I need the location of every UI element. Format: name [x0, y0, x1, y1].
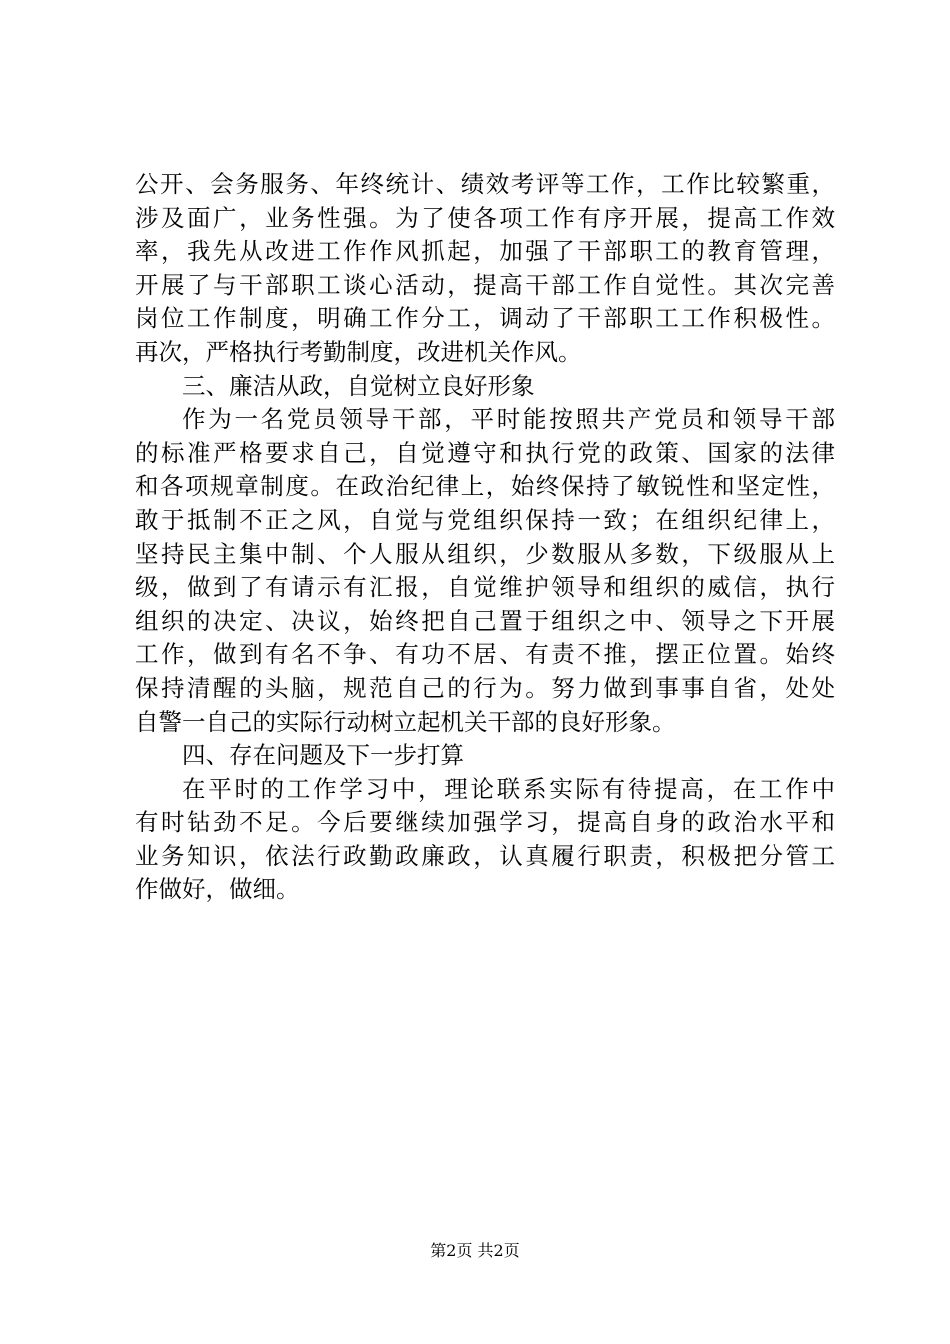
- page-number: 第2页 共2页: [430, 1241, 520, 1260]
- text-line: 作做好，做细。: [135, 875, 300, 904]
- text-line: 涉及面广，业务性强。为了使各项工作有序开展，提高工作效: [135, 203, 835, 232]
- text-line: 再次，严格执行考勤制度，改进机关作风。: [135, 337, 582, 366]
- section-heading: 三、廉洁从政，自觉树立良好形象: [182, 371, 535, 400]
- text-line: 敢于抵制不正之风，自觉与党组织保持一致；在组织纪律上，: [135, 505, 835, 534]
- text-line: 开展了与干部职工谈心活动，提高干部工作自觉性。其次完善: [135, 270, 835, 299]
- text-line: 保持清醒的头脑，规范自己的行为。努力做到事事自省，处处: [135, 673, 835, 702]
- page-footer: [0, 1241, 950, 1261]
- text-line: 岗位工作制度，明确工作分工，调动了干部职工工作积极性。: [135, 304, 835, 333]
- section-heading: 四、存在问题及下一步打算: [182, 741, 464, 770]
- text-line: 有时钻劲不足。今后要继续加强学习，提高自身的政治水平和: [135, 808, 835, 837]
- text-line: 坚持民主集中制、个人服从组织，少数服从多数，下级服从上: [135, 539, 835, 568]
- text-line: 作为一名党员领导干部，平时能按照共产党员和领导干部: [182, 405, 835, 434]
- text-line: 自警一自己的实际行动树立起机关干部的良好形象。: [135, 707, 676, 736]
- text-line: 的标准严格要求自己，自觉遵守和执行党的政策、国家的法律: [135, 438, 835, 467]
- text-line: 业务知识，依法行政勤政廉政，认真履行职责，积极把分管工: [135, 841, 835, 870]
- text-line: 级，做到了有请示有汇报，自觉维护领导和组织的威信，执行: [135, 573, 835, 602]
- text-line: 工作，做到有名不争、有功不居、有责不推，摆正位置。始终: [135, 640, 835, 669]
- text-line: 公开、会务服务、年终统计、绩效考评等工作，工作比较繁重，: [135, 170, 835, 198]
- text-line: 率，我先从改进工作作风抓起，加强了干部职工的教育管理，: [135, 237, 835, 266]
- text-line: 组织的决定、决议，始终把自己置于组织之中、领导之下开展: [135, 606, 835, 635]
- document-body: [135, 168, 835, 907]
- text-line: 和各项规章制度。在政治纪律上，始终保持了敏锐性和坚定性，: [135, 472, 835, 501]
- text-line: 在平时的工作学习中，理论联系实际有待提高，在工作中: [182, 774, 835, 803]
